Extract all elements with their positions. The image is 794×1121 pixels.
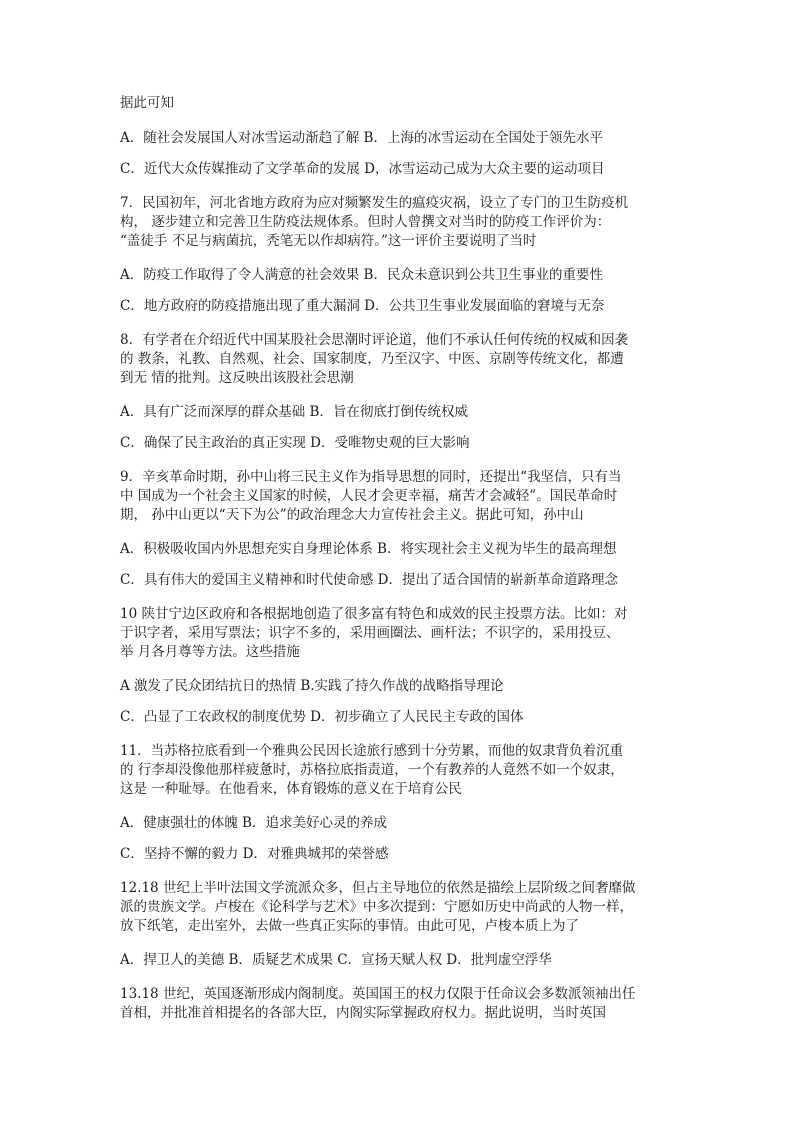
text-line: 的 教条，礼教、自然观、社会、国家制度，乃至汉字、中医、京剧等传统文化，都遭 (120, 351, 624, 367)
question-7: 7．民国初年，河北省地方政府为应对频繁发生的瘟疫灾祸，设立了专门的卫生防疫机 (120, 195, 629, 211)
question-11: 11．当苏格拉底看到一个雅典公民因长途旅行感到十分劳累，而他的奴隶背负着沉重 (120, 743, 624, 759)
text-line: “盖徒手 不足与病菌抗，秃笔无以作却病符。”这一评价主要说明了当时 (120, 233, 537, 249)
option-line: A．防疫工作取得了令人满意的社会效果 B．民众未意识到公共卫生事业的重要性 (120, 267, 603, 283)
option-line: C．确保了民主政治的真正实现 D．受唯物史观的巨大影响 (120, 435, 470, 451)
text-line: 这是 一种耻辱。在他看来，体育锻炼的意义在于培育公民 (120, 781, 462, 797)
option-line: A．随社会发展国人对冰雪运动渐趋了解 B．上海的冰雪运动在全国处于领先水平 (120, 130, 603, 146)
option-line: C．凸显了工农政权的制度优势 D．初步确立了人民民主专政的国体 (120, 709, 524, 725)
text-line: 中 国成为一个社会主义国家的时候，人民才会更幸福，痛苦才会减轻”。国民革命时 (120, 488, 618, 504)
question-12: 12.18 世纪上半叶法国文学流派众多，但占主导地位的依然是描绘上层阶级之间奢靡做 (120, 880, 636, 896)
option-line: C．坚持不懈的毅力 D．对雅典城邦的荣誉感 (120, 846, 389, 862)
text-line: 于识字者，采用写票法；识字不多的，采用画圈法、画杆法；不识字的，采用投豆、 (120, 625, 620, 641)
question-10: 10 陕甘宁边区政府和各根据地创造了很多富有特色和成效的民主投票方法。比如：对 (120, 606, 628, 622)
option-line: A．捍卫人的美德 B．质疑艺术成果 C．宣扬天赋人权 D．批判虚空浮华 (120, 952, 552, 968)
text-line: 期， 孙中山更以“天下为公”的政治理念大力宣传社会主义。据此可知，孙中山 (120, 507, 584, 523)
text-line: 派的贵族文学。卢梭在《论科学与艺术》中多次提到：宁愿如历史中尚武的人物一样， (120, 899, 633, 915)
option-line: A．具有广泛而深厚的群众基础 B．旨在彻底打倒传统权威 (120, 404, 468, 420)
option-line: A．积极吸收国内外思想充实自身理论体系 B．将实现社会主义视为毕生的最高理想 (120, 541, 617, 557)
option-line: C．地方政府的防疫措施出现了重大漏洞 D．公共卫生事业发展面临的窘境与无奈 (120, 298, 605, 314)
text-line: 的 行李却没像他那样疲惫时，苏格拉底指责道，一个有教养的人竟然不如一个奴隶， (120, 762, 624, 778)
option-line: A．健康强壮的体魄 B．追求美好心灵的养成 (120, 815, 387, 831)
text-line: 据此可知 (120, 95, 174, 111)
option-line: C．具有伟大的爱国主义精神和时代使命感 D．提出了适合国情的崭新革命道路理念 (120, 572, 618, 588)
question-13: 13.18 世纪，英国逐渐形成内阁制度。英国国王的权力仅限于任命议会多数派领袖出任 (120, 986, 636, 1002)
option-line: A 激发了民众团结抗日的热情 B.实践了持久作战的战略指导理论 (120, 678, 504, 694)
text-line: 到无 情的批判。这反映出该股社会思潮 (120, 370, 354, 386)
text-line: 构， 逐步建立和完善卫生防疫法规体系。但时人曾撰文对当时的防疫工作评价为： (120, 214, 611, 230)
text-line: 举 月各月尊等方法。这些措施 (120, 644, 300, 660)
question-8: 8．有学者在介绍近代中国某股社会思潮时评论道，他们不承认任何传统的权威和因袭 (120, 332, 629, 348)
text-line: 放下纸笔，走出室外，去做一些真正实际的事情。由此可见，卢梭本质上为了 (120, 918, 579, 934)
text-line: 首相，并批准首相提名的各部大臣，内阁实际掌握政府权力。据此说明，当时英国 (120, 1005, 606, 1021)
question-9: 9．辛亥革命时期，孙中山将三民主义作为指导思想的同时，还提出“我坚信，只有当 (120, 469, 622, 485)
option-line: C．近代大众传媒推动了文学革命的发展 D，冰雪运动己成为大众主要的运动项目 (120, 161, 605, 177)
